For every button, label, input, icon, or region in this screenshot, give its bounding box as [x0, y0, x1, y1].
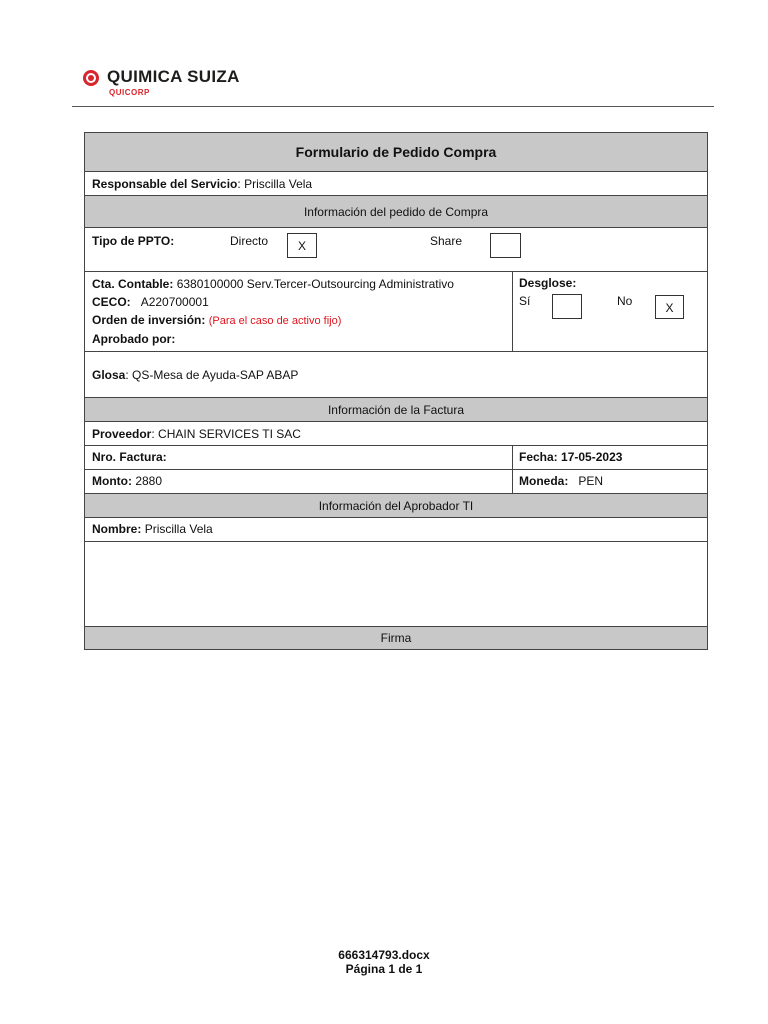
tipo-ppto-row — [85, 227, 707, 271]
no-mark: X — [665, 301, 674, 315]
fecha-label: Fecha: — [519, 450, 558, 464]
nombre-label: Nombre: — [92, 522, 142, 536]
share-checkbox[interactable] — [490, 233, 521, 258]
footer-page-number: Página 1 de 1 — [345, 962, 423, 976]
cuenta-block — [85, 272, 512, 351]
monto-cell — [85, 470, 512, 493]
cta-value: 6380100000 Serv.Tercer-Outsourcing Administrativo — [176, 277, 454, 291]
aprobado-label: Aprobado por: — [92, 332, 176, 346]
orden-label: Orden de inversión: — [92, 313, 206, 327]
tipo-ppto-label: Tipo de PPTO: — [92, 234, 175, 248]
glosa-row: Glosa: QS-Mesa de Ayuda-SAP ABAP — [85, 351, 707, 397]
moneda-cell — [512, 470, 707, 493]
moneda-label: Moneda: — [519, 474, 569, 488]
ceco-value: A220700001 — [140, 295, 209, 309]
monto-value: 2880 — [135, 474, 163, 488]
section-aprobador-header: Información del Aprobador TI — [85, 493, 707, 517]
footer-filename: 666314793.docx — [338, 948, 430, 962]
section-factura-header: Información de la Factura — [85, 397, 707, 421]
form-title: Formulario de Pedido Compra — [85, 133, 707, 171]
no-checkbox[interactable] — [655, 295, 684, 319]
nombre-row — [85, 517, 707, 541]
responsable-label: Responsable del Servicio — [92, 177, 238, 191]
page-footer — [0, 948, 768, 976]
fecha-value: 17-05-2023 — [561, 450, 623, 464]
si-checkbox[interactable] — [552, 294, 582, 319]
si-label: Sí — [519, 294, 531, 308]
nombre-value: Priscilla Vela — [144, 522, 213, 536]
logo-name: QUIMICA SUIZA — [107, 67, 240, 86]
no-label: No — [617, 294, 633, 308]
cta-label: Cta. Contable: — [92, 277, 174, 291]
logo-subtitle: QUICORP — [109, 88, 150, 97]
section-pedido-header: Información del pedido de Compra — [85, 195, 707, 227]
desglose-label: Desglose: — [519, 276, 577, 290]
quimica-suiza-logo-mark-icon — [82, 69, 100, 87]
directo-checkbox[interactable] — [287, 233, 317, 258]
desglose-block — [512, 272, 707, 351]
factura-fecha-row — [85, 445, 707, 469]
directo-label: Directo — [230, 234, 269, 248]
proveedor-value: CHAIN SERVICES TI SAC — [158, 427, 301, 441]
cuenta-desglose-row — [85, 271, 707, 351]
share-label: Share — [430, 234, 463, 248]
ceco-label: CECO: — [92, 295, 131, 309]
glosa-value: QS-Mesa de Ayuda-SAP ABAP — [132, 368, 299, 382]
proveedor-label: Proveedor — [92, 427, 152, 441]
firma-label: Firma — [85, 626, 707, 649]
responsable-value: Priscilla Vela — [244, 177, 313, 191]
glosa-label: Glosa — [92, 368, 126, 382]
orden-note: (Para el caso de activo fijo) — [208, 315, 342, 327]
purchase-order-form — [84, 132, 708, 650]
responsable-row: Responsable del Servicio: Priscilla Vela — [85, 171, 707, 195]
header-divider — [72, 106, 714, 107]
monto-moneda-row — [85, 469, 707, 493]
moneda-value: PEN — [578, 474, 604, 488]
nro-factura-label: Nro. Factura: — [92, 450, 167, 464]
monto-label: Monto: — [92, 474, 132, 488]
signature-area — [85, 541, 707, 626]
fecha-cell — [512, 446, 707, 469]
proveedor-row: Proveedor: CHAIN SERVICES TI SAC — [85, 421, 707, 445]
directo-mark: X — [297, 239, 306, 253]
